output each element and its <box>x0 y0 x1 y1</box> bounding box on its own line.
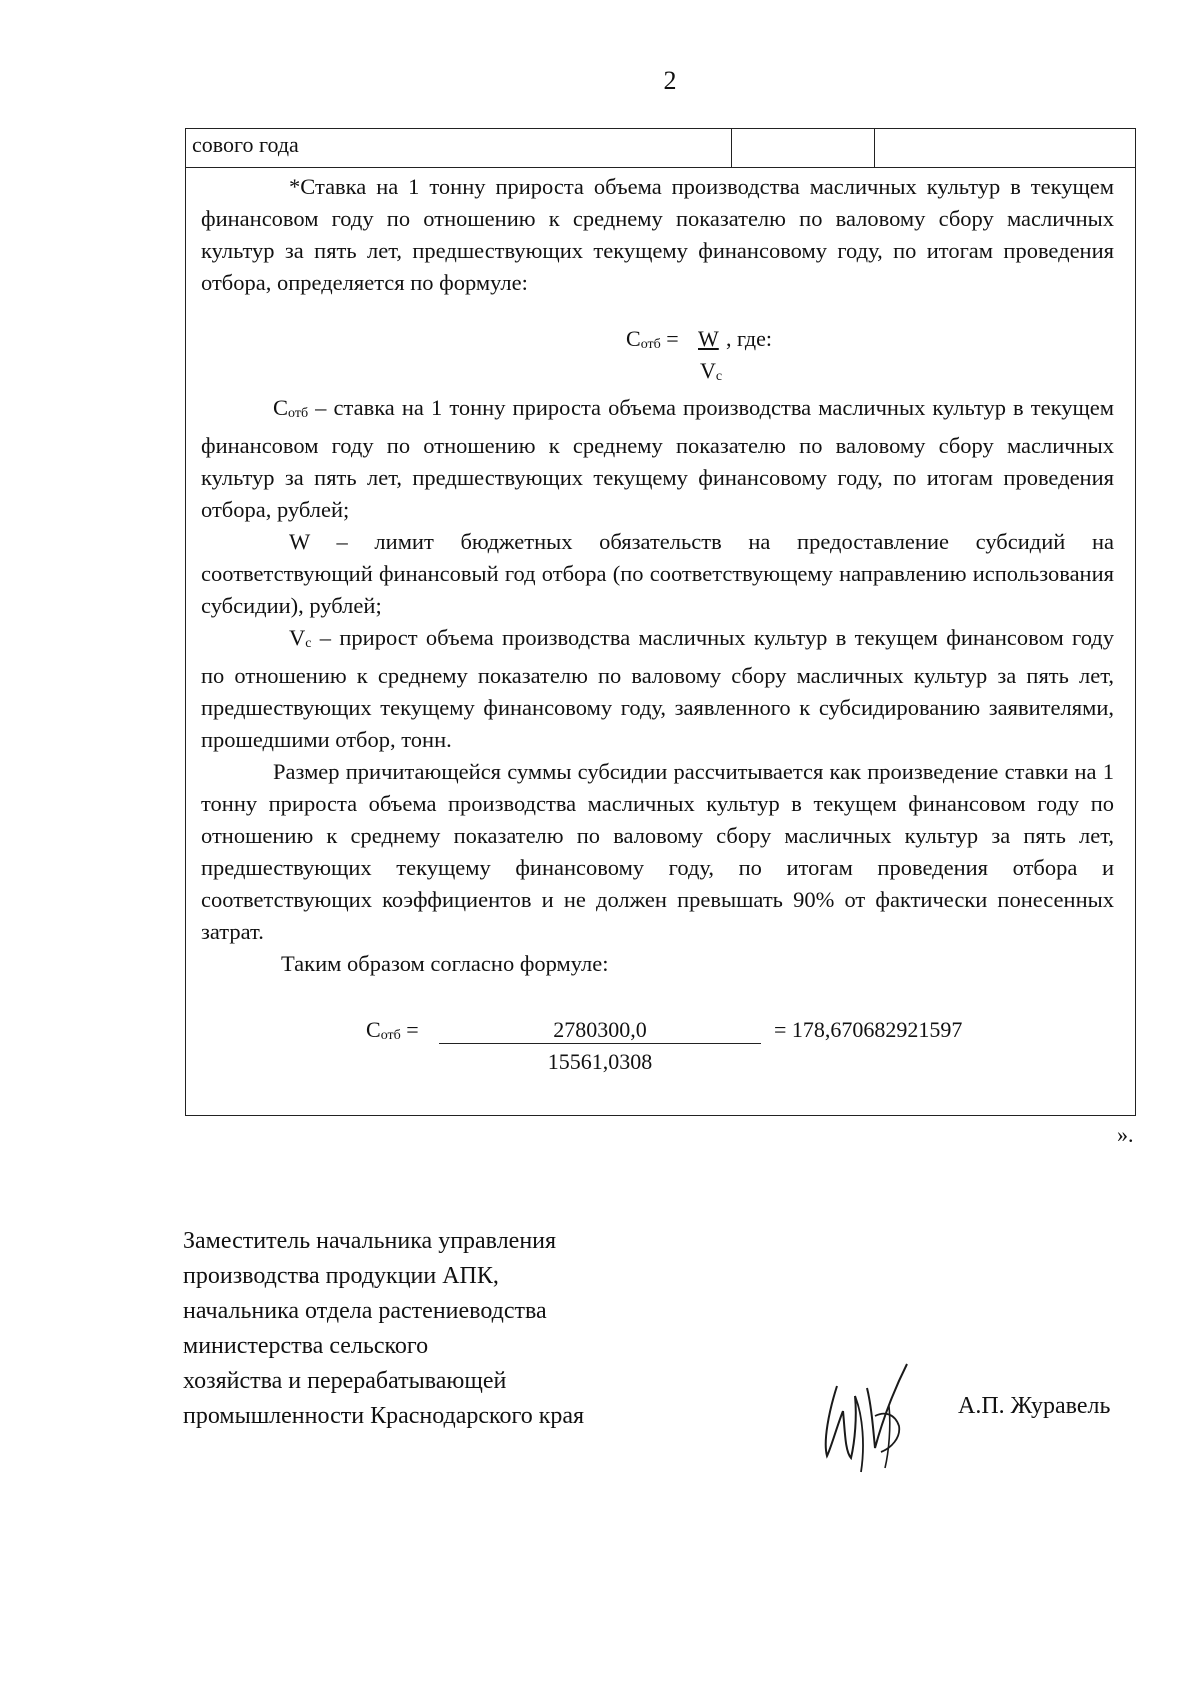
subsidy-size-paragraph: Размер причитающейся суммы субсидии рассчитывается как произведение ставки на 1 тонну прироста объема производства масличных культур в текущем финансовом году по отношению к среднему показателю по валовому сбору масличных культур за пять лет, предшествующих текущему финансовому году, по итогам проведения отбора и соответствующих коэффициентов и не должен превышать 90% от фактически понесенных затрат. <box>201 759 1114 944</box>
top-row-cell-text: сового года <box>192 132 299 157</box>
formula-denominator: $V_с$ <box>700 358 723 384</box>
signatory-line: производства продукции АПК, <box>183 1263 499 1289</box>
page-number: 2 <box>663 66 677 95</box>
column-divider <box>731 129 732 167</box>
closing-quote: ». <box>1117 1122 1134 1147</box>
definition-limit: W – лимит бюджетных обязательств на предоставление субсидий на соответствующий финансовый год отбора (по соответствующему направлению использования субсидии), рублей; <box>201 529 1114 618</box>
table-top-row <box>186 129 1135 168</box>
signature <box>815 1356 930 1476</box>
calc-numerator: 2780300,0 <box>553 1017 647 1042</box>
column-divider <box>874 129 875 167</box>
thus-line: Таким образом согласно формуле: <box>281 951 609 976</box>
formula-tail: , где: <box>726 326 772 351</box>
table-body-text <box>201 171 1114 299</box>
calc-symbol: $С_{отб}$ = <box>366 1017 419 1043</box>
note-paragraph: *Ставка на 1 тонну прироста объема производства масличных культур в текущем финансовом году по отношению к среднему показателю по валовому сбору масличных культур за пять лет, предшествующих текущему финансовому году, по итогам проведения отбора, определяется по формуле: <box>201 174 1114 295</box>
signatory-block <box>183 1224 584 1434</box>
definitions-block <box>201 392 1114 980</box>
calc-result: = 178,670682921597 <box>774 1017 963 1042</box>
formula-table <box>185 128 1136 1116</box>
formula-symbol: $С_{отб}$ = <box>626 326 679 352</box>
signatory-line: начальника отдела растениеводства <box>183 1298 547 1324</box>
signatory-line: Заместитель начальника управления <box>183 1228 557 1254</box>
signatory-line: промышленности Краснодарского края <box>183 1403 585 1429</box>
calc-denominator: 15561,0308 <box>547 1049 653 1074</box>
definition-growth: $V_с$ – прирост объема производства масличных культур в текущем финансовом году по отношению к среднему показателю по валовому сбору масличных культур за пять лет, предшествующих текущему финансовому году, заявленного к субсидированию заявителями, прошедшими отбор, тонн. <box>201 625 1114 752</box>
definition-rate: $С_{отб}$ – ставка на 1 тонну прироста объема производства масличных культур в текущем финансовом году по отношению к среднему показателю по валовому сбору масличных культур за пять лет, предшествующих текущему финансовому году, по итогам проведения отбора, рублей; <box>201 395 1114 522</box>
fraction-line <box>439 1043 761 1044</box>
signatory-line: хозяйства и перерабатывающей <box>183 1368 507 1394</box>
signatory-line: министерства сельского <box>183 1333 429 1359</box>
signer-name: А.П. Журавель <box>958 1393 1111 1419</box>
formula-numerator: W <box>698 326 719 351</box>
